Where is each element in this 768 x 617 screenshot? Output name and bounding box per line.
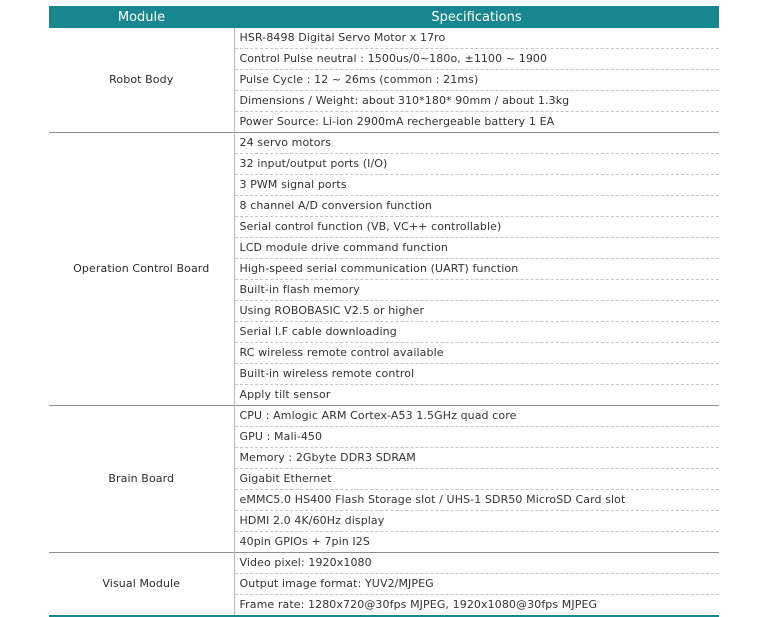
- spec-item: eMMC5.0 HS400 Flash Storage slot / UHS-1 SDR50 MicroSD Card slot: [234, 490, 719, 511]
- spec-item: Built-in flash memory: [234, 280, 719, 301]
- spec-item: 40pin GPIOs + 7pin I2S: [239, 535, 370, 548]
- spec-item: Using ROBOBASIC V2.5 or higher: [234, 301, 719, 322]
- table-row: [49, 28, 719, 49]
- spec-item: 3 PWM signal ports: [234, 175, 719, 196]
- spec-item: Serial control function (VB, VC++ controllable): [234, 217, 719, 238]
- table-row: [49, 406, 719, 427]
- spec-item: Output image format: YUV2/MJPEG: [234, 574, 719, 595]
- module-name: Visual Module: [49, 553, 234, 617]
- spec-item: 32 input/output ports (I/O): [234, 154, 719, 175]
- header-row: [49, 6, 719, 28]
- spec-item: High-speed serial communication (UART) function: [234, 259, 719, 280]
- spec-item: Power Source: Li-ion 2900mA rechergeable battery 1 EA: [239, 115, 555, 128]
- spec-item: HSR-8498 Digital Servo Motor x 17ro: [234, 28, 719, 49]
- spec-item: Dimensions / Weight: about 310*180* 90mm / about 1.3kg: [234, 91, 719, 112]
- specifications-column-header: Specifications: [431, 9, 522, 25]
- table-row: [49, 133, 719, 154]
- spec-item: GPU : Mali-450: [234, 427, 719, 448]
- module-name: Robot Body: [49, 28, 234, 133]
- module-group: [49, 553, 719, 617]
- spec-item: Video pixel: 1920x1080: [234, 553, 719, 574]
- module-group: [49, 406, 719, 553]
- spec-item: Built-in wireless remote control: [234, 364, 719, 385]
- module-name: Brain Board: [49, 406, 234, 553]
- spec-item: Gigabit Ethernet: [234, 469, 719, 490]
- spec-item: CPU : Amlogic ARM Cortex-A53 1.5GHz quad core: [234, 406, 719, 427]
- module-group: [49, 28, 719, 133]
- spec-item: Memory : 2Gbyte DDR3 SDRAM: [234, 448, 719, 469]
- spec-item: Frame rate: 1280x720@30fps MJPEG, 1920x1080@30fps MJPEG: [239, 598, 598, 611]
- module-group: [49, 133, 719, 406]
- module-name: Operation Control Board: [49, 133, 234, 406]
- spec-item: Control Pulse neutral : 1500us/0~180o, ±1100 ~ 1900: [234, 49, 719, 70]
- spec-item: LCD module drive command function: [234, 238, 719, 259]
- spec-item: Serial I.F cable downloading: [234, 322, 719, 343]
- spec-item: HDMI 2.0 4K/60Hz display: [234, 511, 719, 532]
- spec-item: 24 servo motors: [234, 133, 719, 154]
- spec-item: 8 channel A/D conversion function: [234, 196, 719, 217]
- table-header: [49, 6, 719, 28]
- module-column-header: Module: [117, 9, 166, 25]
- table-row: [49, 553, 719, 574]
- spec-item: Pulse Cycle : 12 ~ 26ms (common : 21ms): [234, 70, 719, 91]
- spec-item: Apply tilt sensor: [239, 388, 331, 401]
- spec-item: RC wireless remote control available: [234, 343, 719, 364]
- specifications-table: [49, 6, 719, 617]
